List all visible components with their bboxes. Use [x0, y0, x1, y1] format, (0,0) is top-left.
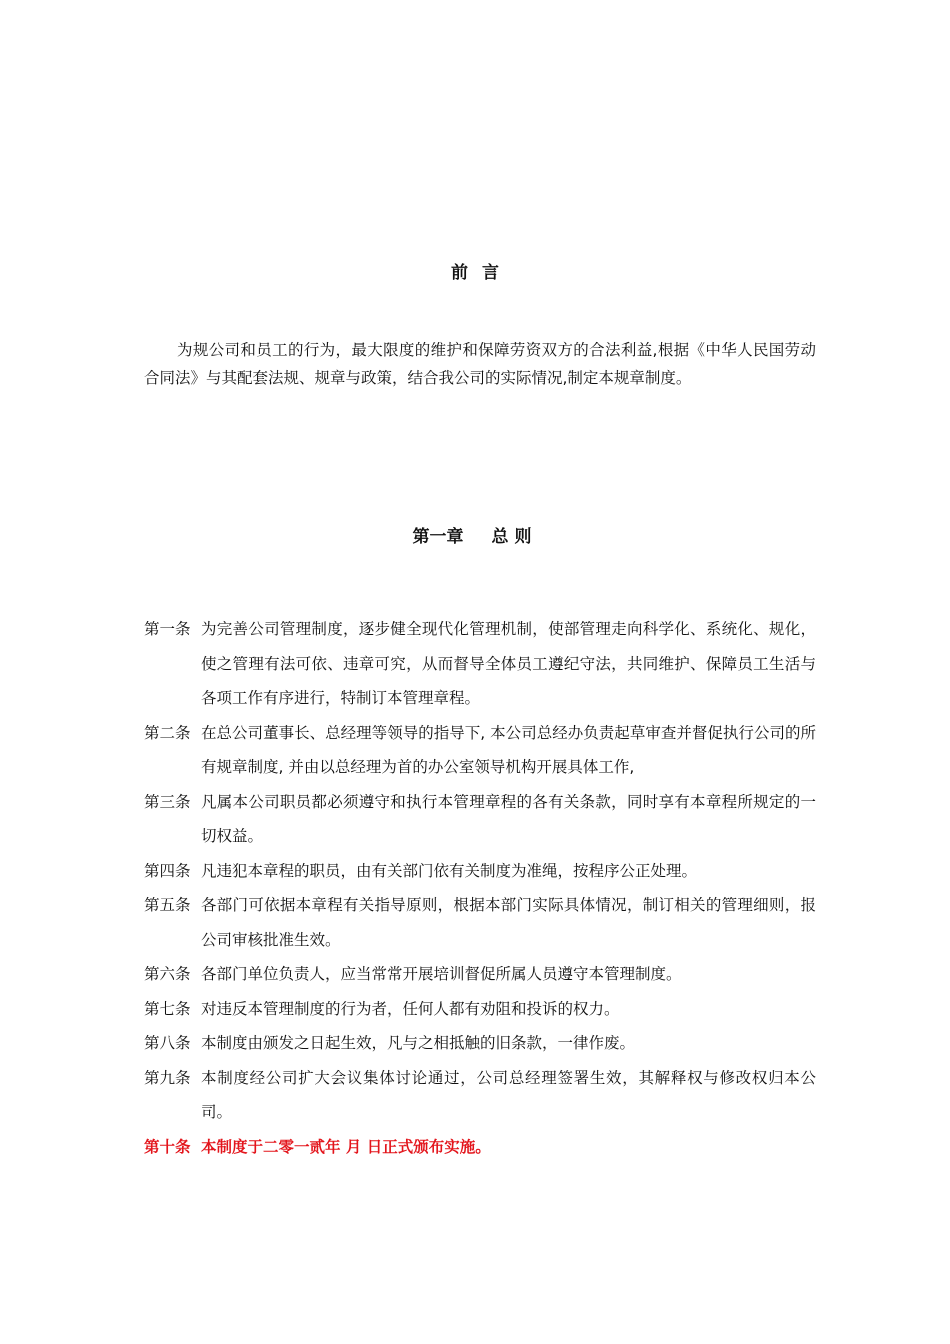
preface-title: 前言	[451, 263, 513, 283]
article-7	[144, 992, 816, 1027]
article-number: 第八条	[144, 1034, 191, 1052]
article-text: 本制度由颁发之日起生效，凡与之相抵触的旧条款，一律作废。	[201, 1034, 636, 1052]
article-text: 在总公司董事长、总经理等领导的指导下, 本公司总经办负责起草审查并督促执行公司的所有规章制度, 并由以总经理为首的办公室领导机构开展具体工作,	[201, 723, 816, 776]
article-text: 各部门可依据本章程有关指导原则，根据本部门实际具体情况，制订相关的管理细则，报公司审核批准生效。	[201, 896, 816, 949]
article-text: 各部门单位负责人，应当常常开展培训督促所属人员遵守本管理制度。	[201, 965, 682, 983]
article-number: 第九条	[144, 1068, 191, 1087]
article-number: 第十条	[144, 1137, 191, 1156]
article-9	[144, 1061, 816, 1130]
article-text: 凡属本公司职员都必须遵守和执行本管理章程的各有关条款，同时享有本章程所规定的一切权益。	[201, 792, 816, 845]
article-number: 第二条	[144, 723, 191, 742]
article-8	[144, 1026, 816, 1061]
article-number: 第一条	[144, 620, 191, 638]
article-text: 本制度于二零一贰年 月 日正式颁布实施。	[201, 1137, 491, 1156]
article-list	[144, 612, 816, 1164]
article-10-highlighted	[144, 1130, 816, 1165]
article-number: 第五条	[144, 896, 191, 914]
chapter-number: 第一章	[412, 527, 464, 547]
article-number: 第六条	[144, 965, 191, 983]
chapter-heading	[0, 522, 950, 547]
preface-paragraph: 为规公司和员工的行为，最大限度的维护和保障劳资双方的合法利益,根据《中华人民国劳动合同法》与其配套法规、规章与政策，结合我公司的实际情况,制定本规章制度。	[144, 341, 816, 387]
article-number: 第七条	[144, 999, 191, 1018]
article-number: 第三条	[144, 792, 191, 811]
article-text: 本制度经公司扩大会议集体讨论通过，公司总经理签署生效，其解释权与修改权归本公司。	[201, 1068, 816, 1121]
article-text: 凡违犯本章程的职员，由有关部门依有关制度为准绳，按程序公正处理。	[201, 861, 698, 880]
chapter-name: 总则	[491, 527, 538, 547]
article-1	[144, 612, 816, 716]
article-4	[144, 854, 816, 889]
article-5	[144, 888, 816, 957]
article-3	[144, 785, 816, 854]
article-text: 为完善公司管理制度，逐步健全现代化管理机制，使部管理走向科学化、系统化、规化，使之管理有法可依、违章可究，从而督导全体员工遵纪守法，共同维护、保障员工生活与各项工作有序进行，特制订本管理章程。	[201, 620, 816, 707]
article-2	[144, 716, 816, 785]
article-text: 对违反本管理制度的行为者，任何人都有劝阻和投诉的权力。	[201, 999, 620, 1018]
article-number: 第四条	[144, 861, 191, 880]
article-6	[144, 957, 816, 992]
